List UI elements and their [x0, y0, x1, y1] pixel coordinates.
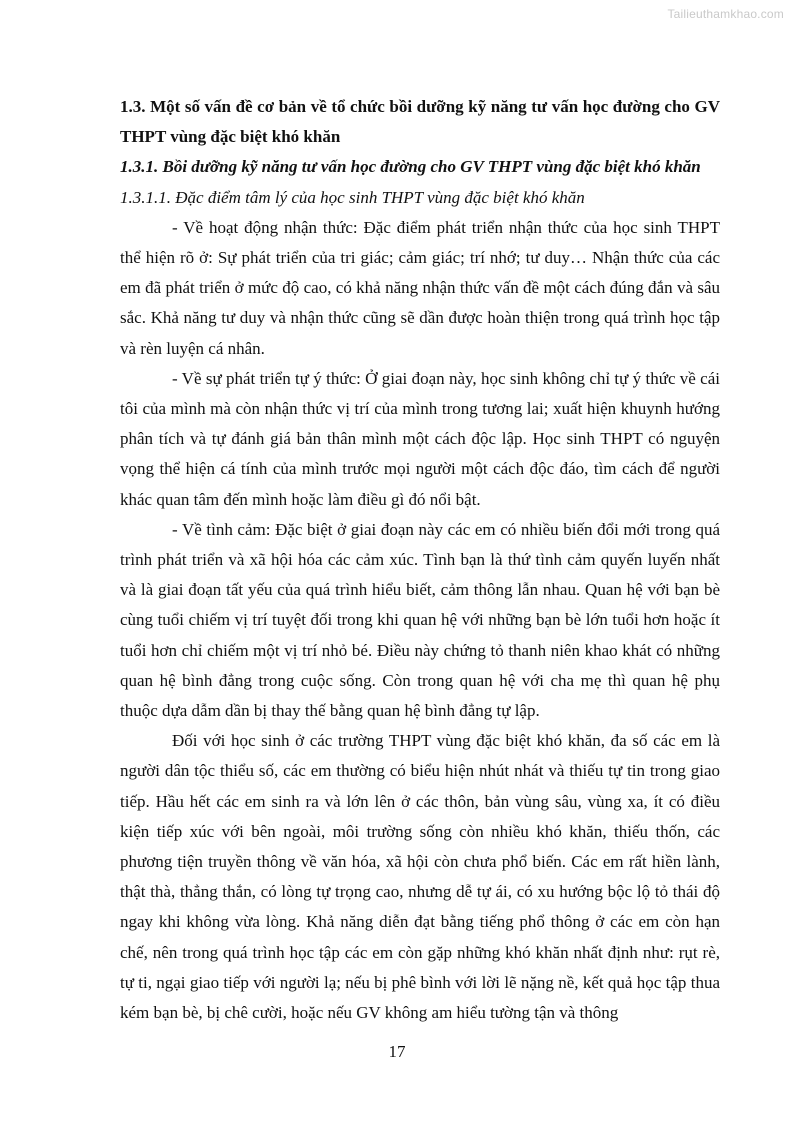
watermark: Tailieuthamkhao.com: [667, 7, 784, 21]
paragraph-cognition: - Về hoạt động nhận thức: Đặc điểm phát triển nhận thức của học sinh THPT thể hiện rõ ở: Sự phát triển của tri giác; cảm giác; trí nhớ; tư duy… Nhận thức của các em đã phát triển ở mức độ cao, có khả năng nhận thức vấn đề một cách đúng đắn và sâu sắc. Khả năng tư duy và nhận thức cũng sẽ dần được hoàn thiện trong quá trình học tập và rèn luyện cá nhân.: [120, 217, 720, 358]
paragraph-self-awareness: - Về sự phát triển tự ý thức: Ở giai đoạn này, học sinh không chỉ tự ý thức về cái tôi của mình mà còn nhận thức vị trí của mình trong tương lai; xuất hiện khuynh hướng phân tích và tự đánh giá bản thân mình một cách độc lập. Học sinh THPT có nguyện vọng thể hiện cá tính của mình trước mọi người một cách độc đáo, tìm cách để người khác quan tâm đến mình hoặc làm điều gì đó nổi bật.: [120, 368, 720, 509]
subsection-heading: 1.3.1. Bồi dưỡng kỹ năng tư vấn học đường cho GV THPT vùng đặc biệt khó khăn: [120, 157, 701, 177]
paragraph-emotion: - Về tình cảm: Đặc biệt ở giai đoạn này các em có nhiều biến đổi mới trong quá trình phát triển và xã hội hóa các cảm xúc. Tình bạn là thứ tình cảm quyến luyến nhất và là giai đoạn tất yếu của quá trình hiểu biết, cảm thông lẫn nhau. Quan hệ với bạn bè cùng tuổi chiếm vị trí tuyệt đối trong khi quan hệ với những bạn bè lớn tuổi hơn hoặc ít tuổi hơn chỉ chiếm một vị trí nhỏ bé. Điều này chứng tỏ thanh niên khao khát có những quan hệ bình đẳng trong cuộc sống. Còn trong quan hệ với cha mẹ thì quan hệ phụ thuộc dựa dẫm dần bị thay thế bằng quan hệ bình đẳng tự lập.: [120, 519, 720, 721]
section-heading: 1.3. Một số vấn đề cơ bản về tổ chức bồi dưỡng kỹ năng tư vấn học đường cho GV THPT vùng đặc biệt khó khăn: [120, 97, 720, 147]
paragraph-disadvantaged-students: Đối với học sinh ở các trường THPT vùng đặc biệt khó khăn, đa số các em là người dân tộc thiểu số, các em thường có biểu hiện nhút nhát và thiếu tự tin trong giao tiếp. Hầu hết các em sinh ra và lớn lên ở các thôn, bản vùng sâu, vùng xa, ít có điều kiện tiếp xúc với bên ngoài, môi trường sống còn nhiều khó khăn, thiếu thốn, các phương tiện truyền thông về văn hóa, xã hội còn chưa phổ biến. Các em rất hiền lành, thật thà, thẳng thắn, có lòng tự trọng cao, nhưng dễ tự ái, có xu hướng bộc lộ tỏ thái độ ngay khi không vừa lòng. Khả năng diễn đạt bằng tiếng phổ thông ở các em còn hạn chế, nên trong quá trình học tập các em còn gặp những khó khăn nhất định như: rụt rè, tự ti, ngại giao tiếp với người lạ; nếu bị phê bình với lời lẽ nặng nề, kết quả học tập thua kém bạn bè, bị chê cười, hoặc nếu GV không am hiểu tường tận và thông: [120, 731, 720, 1023]
subsubsection-heading: 1.3.1.1. Đặc điểm tâm lý của học sinh THPT vùng đặc biệt khó khăn: [120, 187, 585, 207]
page-number: 17: [388, 1042, 406, 1061]
document-body: [120, 92, 720, 1028]
